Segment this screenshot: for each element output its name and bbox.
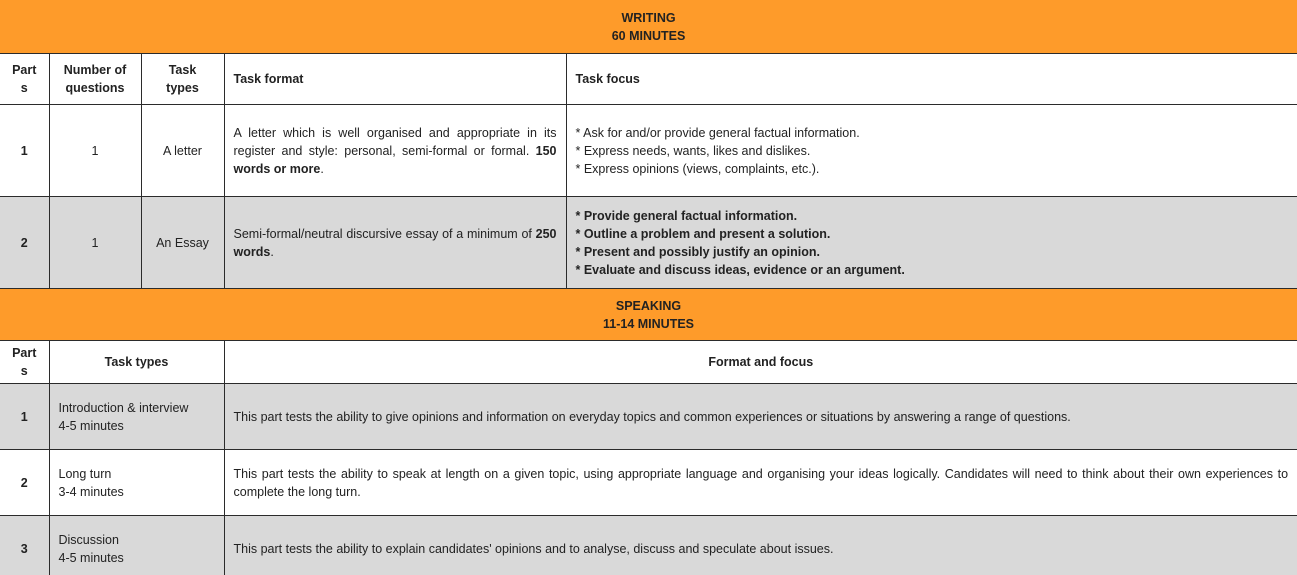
header-task-format: Task format bbox=[224, 54, 566, 105]
format-text: A letter which is well organised and appropriate in its register and style: personal, semi-formal or formal. bbox=[233, 125, 557, 158]
header-format-and-focus: Format and focus bbox=[224, 341, 1297, 384]
header-types-line1: Task bbox=[168, 63, 197, 77]
task-type-label: Introduction & interview bbox=[58, 400, 189, 415]
writing-task-type: A letter bbox=[141, 105, 224, 197]
speaking-banner-cell bbox=[0, 289, 1297, 341]
writing-question-count: 1 bbox=[49, 197, 141, 290]
focus-item: * Outline a problem and present a solution. bbox=[575, 227, 831, 241]
header-task-types bbox=[141, 54, 224, 105]
writing-part-number: 2 bbox=[0, 197, 49, 290]
format-word-count: 150 words or more bbox=[233, 143, 557, 176]
speaking-row-2 bbox=[0, 450, 1297, 516]
header-types-line2: types bbox=[166, 81, 199, 95]
focus-item: * Express opinions (views, complaints, etc.). bbox=[575, 161, 820, 176]
task-duration: 4-5 minutes bbox=[58, 418, 124, 433]
header-parts bbox=[0, 341, 49, 384]
task-duration: 3-4 minutes bbox=[58, 484, 124, 499]
writing-question-count: 1 bbox=[49, 105, 141, 197]
writing-title: WRITING bbox=[621, 10, 676, 25]
header-number-of-questions bbox=[49, 54, 141, 105]
writing-task-focus bbox=[566, 197, 1297, 290]
speaking-banner bbox=[0, 289, 1297, 341]
header-parts-line1: Part bbox=[12, 63, 37, 77]
speaking-header-row bbox=[0, 341, 1297, 384]
format-end: . bbox=[320, 161, 324, 176]
header-task-focus: Task focus bbox=[566, 54, 1297, 105]
speaking-task-type bbox=[49, 384, 224, 450]
writing-task-focus bbox=[566, 105, 1297, 197]
writing-row-1 bbox=[0, 105, 1297, 197]
header-parts-line2: s bbox=[20, 364, 28, 378]
speaking-part-number: 1 bbox=[0, 384, 49, 450]
writing-row-2 bbox=[0, 197, 1297, 290]
speaking-format-focus: This part tests the ability to explain candidates' opinions and to analyse, discuss and speculate about issues. bbox=[224, 516, 1297, 575]
format-text: Semi-formal/neutral discursive essay of a minimum of bbox=[233, 227, 536, 241]
header-parts-line2: s bbox=[20, 81, 28, 95]
format-end: . bbox=[270, 245, 274, 259]
speaking-format-focus: This part tests the ability to give opinions and information on everyday topics and common experiences or situations by answering a range of questions. bbox=[224, 384, 1297, 450]
writing-task-type: An Essay bbox=[141, 197, 224, 290]
writing-duration: 60 MINUTES bbox=[611, 28, 686, 43]
header-parts-line1: Part bbox=[12, 346, 37, 360]
speaking-task-type bbox=[49, 450, 224, 516]
task-type-label: Discussion bbox=[58, 532, 119, 547]
speaking-duration: 11-14 MINUTES bbox=[603, 316, 695, 331]
speaking-table bbox=[0, 288, 1297, 575]
header-task-types: Task types bbox=[49, 341, 224, 384]
focus-item: * Express needs, wants, likes and dislikes. bbox=[575, 143, 811, 158]
writing-banner-cell bbox=[0, 0, 1297, 54]
speaking-row-1 bbox=[0, 384, 1297, 450]
header-num-line1: Number of bbox=[63, 63, 127, 77]
writing-task-format bbox=[224, 197, 566, 290]
writing-part-number: 1 bbox=[0, 105, 49, 197]
focus-item: * Evaluate and discuss ideas, evidence or an argument. bbox=[575, 263, 905, 277]
speaking-title: SPEAKING bbox=[615, 298, 682, 313]
writing-header-row bbox=[0, 54, 1297, 105]
speaking-part-number: 3 bbox=[0, 516, 49, 575]
header-parts bbox=[0, 54, 49, 105]
writing-task-format bbox=[224, 105, 566, 197]
speaking-row-3 bbox=[0, 516, 1297, 575]
focus-item: * Ask for and/or provide general factual information. bbox=[575, 125, 860, 140]
focus-item: * Provide general factual information. bbox=[575, 209, 798, 223]
speaking-format-focus: This part tests the ability to speak at length on a given topic, using appropriate language and organising your ideas logically. Candidates will need to think about their own experiences to complete the long turn. bbox=[224, 450, 1297, 516]
task-duration: 4-5 minutes bbox=[58, 550, 124, 565]
format-word-count: 250 words bbox=[233, 227, 557, 259]
task-type-label: Long turn bbox=[58, 466, 112, 481]
speaking-part-number: 2 bbox=[0, 450, 49, 516]
header-num-line2: questions bbox=[65, 81, 125, 95]
speaking-task-type bbox=[49, 516, 224, 575]
writing-banner bbox=[0, 0, 1297, 54]
focus-item: * Present and possibly justify an opinion. bbox=[575, 245, 820, 259]
